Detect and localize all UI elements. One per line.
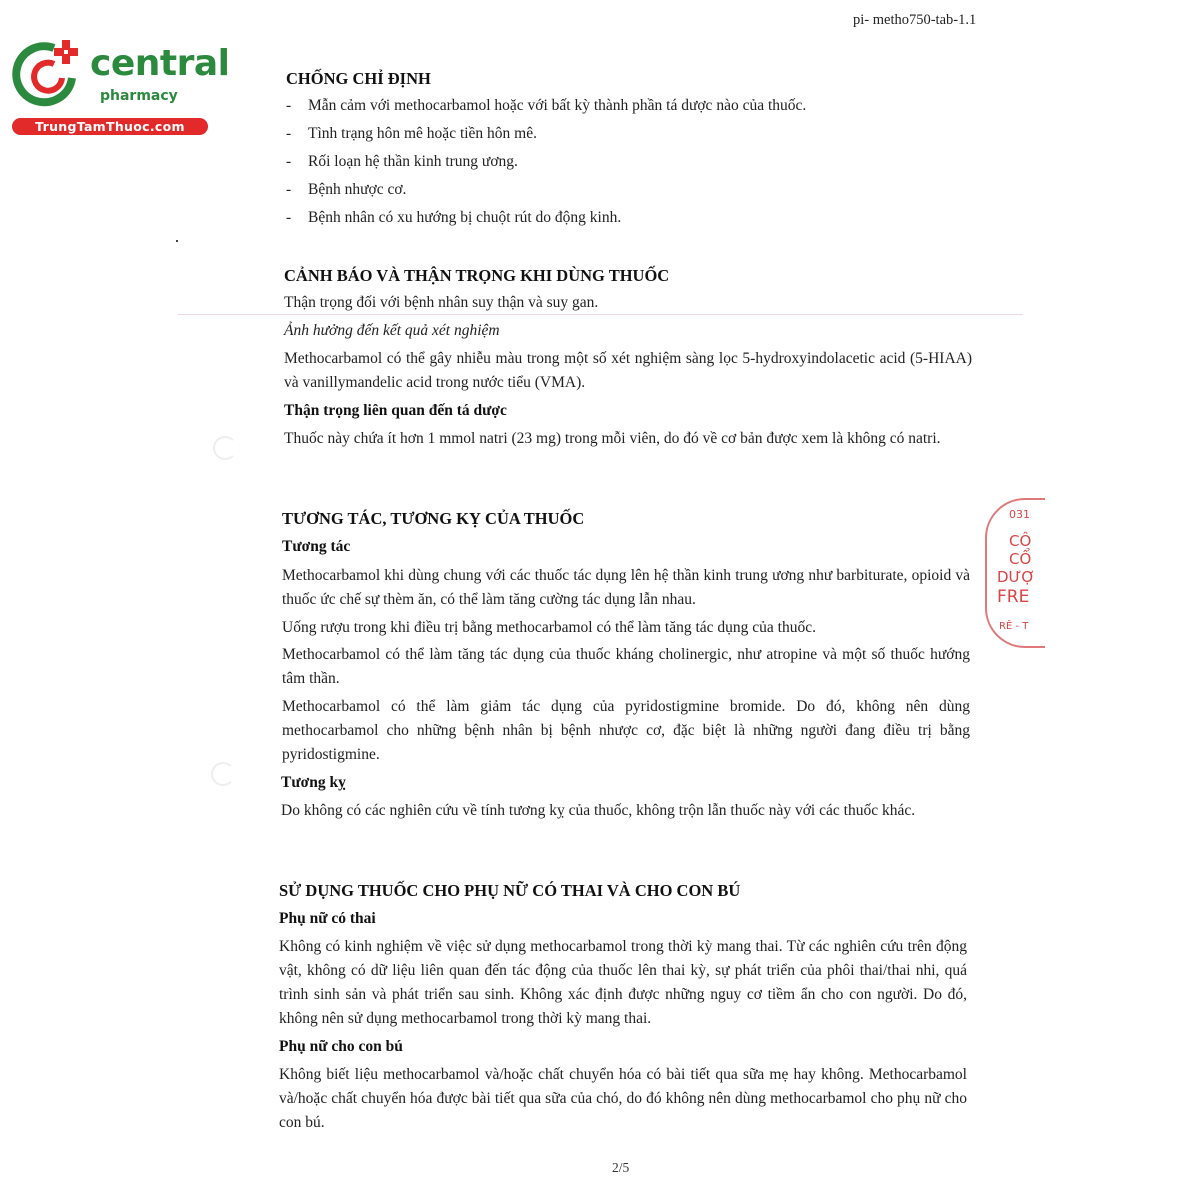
subheading-pregnant-women: Phụ nữ có thai — [279, 910, 376, 927]
paragraph: Methocarbamol có thể làm tăng tác dụng của thuốc kháng cholinergic, như atropine và một số thuốc hướng tâm thần. — [282, 646, 970, 687]
list-item: - Tình trạng hôn mê hoặc tiền hôn mê. — [286, 125, 537, 142]
list-item-text: Bệnh nhân có xu hướng bị chuột rút do động kinh. — [308, 209, 622, 226]
stamp-text: CÔ — [1009, 532, 1032, 550]
subheading-excipients: Thận trọng liên quan đến tá dược — [284, 402, 507, 419]
subheading-breastfeeding: Phụ nữ cho con bú — [279, 1038, 403, 1055]
central-pharmacy-logo — [10, 38, 230, 136]
paragraph: Thuốc này chứa ít hơn 1 mmol natri (23 mg) trong mỗi viên, do đó về cơ bản được xem là không có natri. — [284, 430, 941, 447]
paragraph: Methocarbamol có thể làm giảm tác dụng của pyridostigmine bromide. Do đó, không nên dùng methocarbamol cho những bệnh nhân bị bệnh nhược cơ, đặc biệt là những người đang điều trị bằng pyridostigmine. — [282, 698, 970, 763]
stamp-text: RÊ - T — [999, 621, 1029, 632]
punch-hole-icon — [213, 436, 237, 460]
pharmacy-cross-icon — [10, 38, 82, 110]
list-item-text: Rối loạn hệ thần kinh trung ương. — [308, 153, 518, 170]
logo-name: central — [90, 43, 230, 84]
stamp-text: DƯỢ — [997, 568, 1036, 586]
paragraph: Không biết liệu methocarbamol và/hoặc chất chuyển hóa có bài tiết qua sữa mẹ hay không. Methocarbamol và/hoặc chất chuyển hóa được bài tiết qua sữa của chó, do đó không nên dùng methocarbamol cho phụ nữ cho con bú. — [279, 1066, 967, 1131]
paragraph: Không có kinh nghiệm về việc sử dụng methocarbamol trong thời kỳ mang thai. Từ các nghiên cứu trên động vật, không có dữ liệu liên quan đến tác động của thuốc lên thai kỳ, sự phát triển của phôi thai/thai nhi, quá trình sinh sản và phát triển sau sinh. Không xác định được những nguy cơ tiềm ẩn cho con người. Do đó, không nên sử dụng methocarbamol trong thời kỳ mang thai. — [279, 938, 967, 1027]
list-item-text: Bệnh nhược cơ. — [308, 181, 407, 198]
list-item: - Rối loạn hệ thần kinh trung ương. — [286, 153, 518, 170]
subheading-interactions: Tương tác — [282, 538, 351, 555]
stamp-text: CỔ — [1009, 550, 1032, 568]
list-item-text: Mẫn cảm với methocarbamol hoặc với bất kỳ thành phần tá dược nào của thuốc. — [308, 97, 807, 114]
paragraph: Do không có các nghiên cứu về tính tương kỵ của thuốc, không trộn lẫn thuốc này với các thuốc khác. — [281, 802, 916, 819]
list-item: - Bệnh nhược cơ. — [286, 181, 407, 198]
scan-speck — [176, 240, 178, 242]
section-title-contraindications: CHỐNG CHỈ ĐỊNH — [286, 69, 431, 88]
section-title-pregnancy: SỬ DỤNG THUỐC CHO PHỤ NỮ CÓ THAI VÀ CHO CON BÚ — [279, 881, 741, 900]
paragraph: Uống rượu trong khi điều trị bằng methocarbamol có thể làm tăng tác dụng của thuốc. — [282, 619, 816, 636]
paragraph: Thận trọng đối với bệnh nhân suy thận và suy gan. — [284, 294, 599, 311]
paragraph: Methocarbamol có thể gây nhiễu màu trong một số xét nghiệm sàng lọc 5-hydroxyindolacetic acid (5-HIAA) và vanillymandelic acid trong nước tiểu (VMA). — [284, 350, 972, 391]
red-stamp — [985, 498, 1045, 648]
stamp-text: 031 — [1009, 508, 1030, 521]
section-title-interactions: TƯƠNG TÁC, TƯƠNG KỴ CỦA THUỐC — [282, 509, 585, 528]
logo-subtitle: pharmacy — [100, 88, 178, 104]
document-id: pi- metho750-tab-1.1 — [853, 12, 977, 28]
list-item: - Bệnh nhân có xu hướng bị chuột rút do động kinh. — [286, 209, 622, 226]
paragraph: Methocarbamol khi dùng chung với các thuốc tác dụng lên hệ thần kinh trung ương như barbiturate, opioid và thuốc ức chế sự thèm ăn, có thể làm tăng cường tác dụng lẫn nhau. — [282, 567, 970, 608]
list-item-text: Tình trạng hôn mê hoặc tiền hôn mê. — [308, 125, 537, 142]
page-number: 2/5 — [612, 1160, 630, 1175]
subheading-incompatibilities: Tương kỵ — [281, 774, 346, 791]
section-title-warnings: CẢNH BÁO VÀ THẬN TRỌNG KHI DÙNG THUỐC — [284, 266, 670, 285]
logo-website-badge: TrungTamThuoc.com — [12, 118, 208, 135]
stamp-text: FRE — [997, 587, 1030, 607]
punch-hole-icon — [211, 762, 235, 786]
list-item: - Mẫn cảm với methocarbamol hoặc với bất kỳ thành phần tá dược nào của thuốc. — [286, 97, 807, 114]
italic-subheading: Ảnh hưởng đến kết quả xét nghiệm — [284, 322, 500, 339]
